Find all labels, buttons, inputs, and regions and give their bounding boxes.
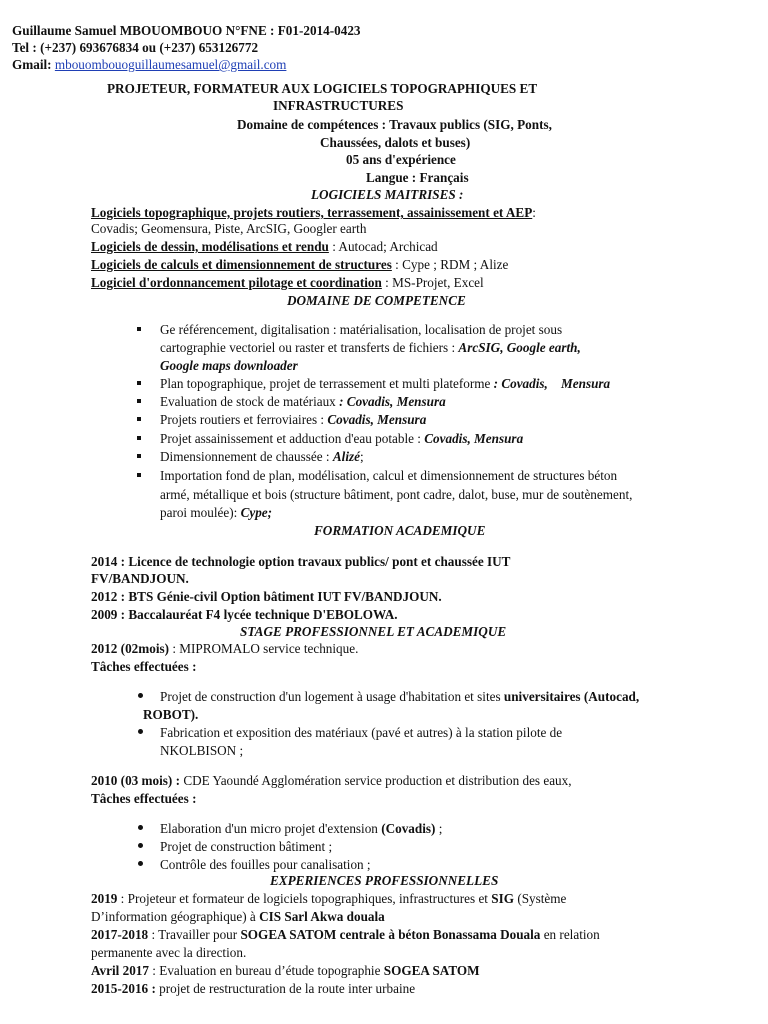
language: Langue : Français <box>366 170 469 185</box>
experience-text: : Travailler pour <box>148 927 241 942</box>
competence-software: Alizé <box>332 449 360 464</box>
domain-line-2: Chaussées, dalots et buses) <box>320 135 471 150</box>
competence-text: cartographie vectoriel ou raster et transferts de fichiers : <box>160 340 459 355</box>
stage-1-task-2: Fabrication et exposition des matériaux (pavé et autres) à la station pilote de <box>160 725 563 740</box>
bullet <box>137 473 141 477</box>
competence-software: ArcSIG, Google earth, <box>458 340 581 355</box>
stage-2-task-1 <box>160 820 442 838</box>
experience-tail: en relation <box>540 927 600 942</box>
experience-company: SOGEA SATOM <box>383 963 480 978</box>
bullet <box>137 327 141 331</box>
name-line: Guillaume Samuel MBOUOMBOUO N°FNE : F01-2014-0423 <box>12 23 361 38</box>
experience-2-cont: permanente avec la direction. <box>91 945 247 960</box>
experience-years: 05 ans d'expérience <box>346 152 456 167</box>
stage-1-task-1 <box>160 688 639 706</box>
stage-date: 2012 (02mois) <box>91 641 170 656</box>
stage-2-task-3: Contrôle des fouilles pour canalisation ; <box>160 857 371 872</box>
experience-1 <box>91 890 566 908</box>
formation-line-4: 2009 : Baccalauréat F4 lycée technique D'EBOLOWA. <box>91 607 398 622</box>
title-line-2: INFRASTRUCTURES <box>273 98 404 113</box>
competence-software: Covadis, Mensura <box>327 412 427 427</box>
experience-company: CIS Sarl Akwa douala <box>259 909 385 924</box>
task-software: (Covadis) <box>381 821 436 836</box>
experience-text: : Projeteur et formateur de logiciels topographiques, infrastructures et <box>117 891 492 906</box>
bullet <box>137 399 141 403</box>
formation-line-2: FV/BANDJOUN. <box>91 571 189 586</box>
experience-text: D’information géographique) à <box>91 909 260 924</box>
title-line-1: PROJETEUR, FORMATEUR AUX LOGICIELS TOPOGRAPHIQUES ET <box>107 81 538 96</box>
stage-date: 2010 (03 mois) : <box>91 773 181 788</box>
experience-1-cont <box>91 908 385 926</box>
software-row-sep: : <box>328 239 339 254</box>
experience-text: projet de restructuration de la route inter urbaine <box>155 981 416 996</box>
competence-text: Dimensionnement de chaussée : <box>160 449 333 464</box>
software-row-5 <box>91 274 484 292</box>
software-row-value: Autocad; Archicad <box>338 239 438 254</box>
tasks-label-1: Tâches effectuées : <box>91 659 197 674</box>
competence-item-7c <box>160 504 272 522</box>
software-row-label: Logiciels topographique, projets routiers, terrassement, assainissement et AEP <box>91 205 533 220</box>
bullet <box>137 436 141 440</box>
software-row-label: Logiciel d'ordonnancement pilotage et coordination <box>91 275 382 290</box>
tasks-label-2: Tâches effectuées : <box>91 791 197 806</box>
task-software: universitaires (Autocad, <box>503 689 640 704</box>
bullet <box>138 825 143 830</box>
competence-heading: DOMAINE DE COMPETENCE <box>287 293 466 308</box>
bullet <box>138 693 143 698</box>
experience-year: Avril 2017 <box>91 963 149 978</box>
competence-item-7a: Importation fond de plan, modélisation, calcul et dimensionnement de structures béton <box>160 468 618 483</box>
formation-heading: FORMATION ACADEMIQUE <box>314 523 486 538</box>
bullet <box>138 843 143 848</box>
software-heading: LOGICIELS MAITRISES : <box>311 187 464 202</box>
software-row-label: Logiciels de calculs et dimensionnement de structures <box>91 257 392 272</box>
competence-software: Cype; <box>240 505 273 520</box>
experience-year: 2015-2016 : <box>91 981 156 996</box>
experience-year: 2017-2018 <box>91 927 149 942</box>
experience-company: SOGEA SATOM centrale à béton Bonassama Douala <box>240 927 541 942</box>
task-tail: ; <box>435 821 443 836</box>
software-row-4 <box>91 256 508 274</box>
experience-sig: SIG <box>491 891 515 906</box>
domain-line-1: Domaine de compétences : Travaux publics (SIG, Ponts, <box>237 117 552 132</box>
competence-item-7b: armé, métallique et bois (structure bâtiment, pont cadre, dalot, buse, mur de soutènement, <box>160 487 633 502</box>
bullet <box>137 454 141 458</box>
competence-text: Projet assainissement et adduction d'eau potable : <box>160 431 425 446</box>
email-label: Gmail: <box>12 57 55 72</box>
software-row-1 <box>91 204 536 222</box>
stage-2 <box>91 772 572 790</box>
stage-1-task-1-cont: ROBOT). <box>143 707 199 722</box>
stage-heading: STAGE PROFESSIONNEL ET ACADEMIQUE <box>240 624 507 639</box>
stage-1-task-2-cont: NKOLBISON ; <box>160 743 244 758</box>
software-row-sep: : <box>391 257 403 272</box>
competence-item-1c: Google maps downloader <box>160 358 298 373</box>
experience-text: : Evaluation en bureau d’étude topographie <box>149 963 384 978</box>
task-text: Elaboration d'un micro projet d'extension <box>160 821 382 836</box>
stage-text: CDE Yaoundé Agglomération service production et distribution des eaux, <box>180 773 572 788</box>
email-link[interactable]: mbouombouoguillaumesamuel@gmail.com <box>54 57 287 72</box>
experience-tail: (Système <box>514 891 567 906</box>
software-row-3 <box>91 238 438 256</box>
competence-item-5 <box>160 430 523 448</box>
tel-line: Tel : (+237) 693676834 ou (+237) 653126772 <box>12 40 259 55</box>
formation-line-1: 2014 : Licence de technologie option travaux publics/ pont et chaussée IUT <box>91 554 511 569</box>
experience-2 <box>91 926 600 944</box>
software-row-value: MS-Projet, Excel <box>392 275 484 290</box>
email-line <box>12 56 286 74</box>
stage-1 <box>91 640 358 658</box>
competence-text: paroi moulée): <box>160 505 241 520</box>
competence-software: : Covadis, Mensura <box>339 394 446 409</box>
competence-text: Projets routiers et ferroviaires : <box>160 412 328 427</box>
software-row-label: Logiciels de dessin, modélisations et rendu <box>91 239 329 254</box>
competence-text: Plan topographique, projet de terrassement et multi plateforme <box>160 376 494 391</box>
software-row-sep: : <box>381 275 393 290</box>
competence-item-1a: Ge référencement, digitalisation : matérialisation, localisation de projet sous <box>160 322 563 337</box>
software-row-2: Covadis; Geomensura, Piste, ArcSIG, Googler earth <box>91 221 367 236</box>
competence-item-6 <box>160 448 364 466</box>
experience-heading: EXPERIENCES PROFESSIONNELLES <box>270 873 499 888</box>
competence-item-3 <box>160 393 446 411</box>
competence-text: Evaluation de stock de matériaux <box>160 394 340 409</box>
experience-year: 2019 <box>91 891 118 906</box>
competence-software: Covadis, Mensura <box>424 431 524 446</box>
stage-2-task-2: Projet de construction bâtiment ; <box>160 839 333 854</box>
task-text: Projet de construction d'un logement à usage d'habitation et sites <box>160 689 504 704</box>
stage-text: : MIPROMALO service technique. <box>169 641 359 656</box>
software-row-value: Cype ; RDM ; Alize <box>402 257 509 272</box>
experience-3 <box>91 962 480 980</box>
bullet <box>138 729 143 734</box>
experience-4 <box>91 980 415 998</box>
software-row-sep: : <box>532 205 536 220</box>
competence-item-1b <box>160 339 581 357</box>
bullet <box>137 381 141 385</box>
competence-tail: ; <box>359 449 364 464</box>
competence-software: : Covadis, Mensura <box>493 376 611 391</box>
formation-line-3: 2012 : BTS Génie-civil Option bâtiment IUT FV/BANDJOUN. <box>91 589 442 604</box>
competence-item-2 <box>160 375 610 393</box>
bullet <box>137 417 141 421</box>
competence-item-4 <box>160 411 426 429</box>
bullet <box>138 861 143 866</box>
